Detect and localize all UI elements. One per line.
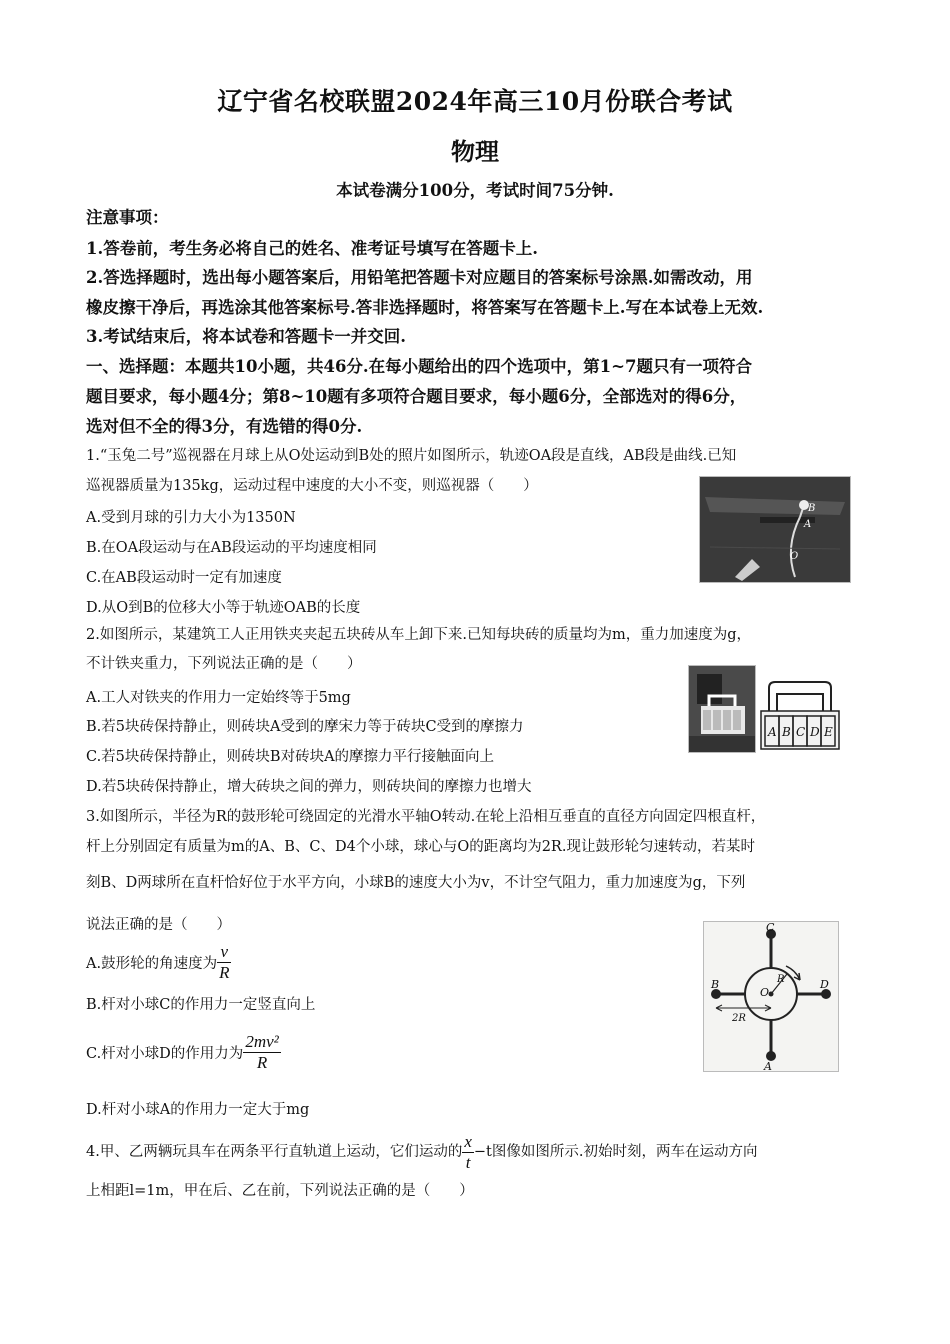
q4-stem-prefix: 4.甲、乙两辆玩具车在两条平行直轨道上运动，它们运动的 xyxy=(86,1144,463,1160)
q2-option-b: B.若5块砖保持静止，则砖块A受到的摩宋力等于砖块C受到的摩擦力 xyxy=(86,719,524,735)
q2-stem-line-1: 2.如图所示，某建筑工人正用铁夹夹起五块砖从车上卸下来.已知每块砖的质量均为m，重力加速度为g， xyxy=(86,627,751,643)
q4-fraction xyxy=(462,1132,474,1173)
q1-label-a: A xyxy=(804,519,812,530)
q3-label-r: R xyxy=(777,974,785,985)
q3-option-c-fraction xyxy=(243,1032,280,1073)
q1-option-b: B.在OA段运动与在AB段运动的平均速度相同 xyxy=(86,540,377,556)
q3-label-d: D xyxy=(820,978,829,991)
q3-stem-line-1: 3.如图所示，半径为R的鼓形轮可绕固定的光滑水平轴O转动.在轮上沿相互垂直的直径方向固定四根直杆， xyxy=(86,809,766,825)
q2-stem-line-2: 不计铁夹重力，下列说法正确的是（ ） xyxy=(86,656,362,672)
q1-stem-line-2: 巡视器质量为135kg，运动过程中速度的大小不变，则巡视器（ ） xyxy=(86,478,538,494)
notice-item-3: 3.考试结束后，将本试卷和答题卡一并交回. xyxy=(86,327,406,346)
q2-option-c: C.若5块砖保持静止，则砖块B对砖块A的摩擦力平行接触面向上 xyxy=(86,749,495,765)
q4-frac-num: x xyxy=(464,1131,472,1151)
q3-option-b: B.杆对小球C的作用力一定竖直向上 xyxy=(86,997,316,1013)
notice-heading: 注意事项： xyxy=(86,208,169,227)
q3-option-c xyxy=(86,1032,281,1073)
section-line-2: 题目要求，每小题4分；第8~10题有多项符合题目要求，每小题6分，全部选对的得6分， xyxy=(86,387,747,406)
subject-title: 物理 xyxy=(451,137,499,166)
q1-option-d: D.从O到B的位移大小等于轨迹OAB的长度 xyxy=(86,600,361,616)
q3-stem-line-2: 杆上分别固定有质量为m的A、B、C、D4个小球，球心与O的距离均为2R.现让鼓形轮匀速转动，若某时 xyxy=(86,839,755,855)
brick-label-e: E xyxy=(824,725,833,739)
q3-option-a-num: v xyxy=(217,942,231,963)
q1-rover-photo xyxy=(699,476,851,583)
q2-option-a: A.工人对铁夹的作用力一定始终等于5mg xyxy=(86,690,351,706)
q1-option-a: A.受到月球的引力大小为1350N xyxy=(86,510,296,526)
brick-label-d: D xyxy=(810,725,820,739)
q3-label-2r: 2R xyxy=(732,1013,746,1024)
q3-stem-line-4: 说法正确的是（ ） xyxy=(86,917,231,933)
q1-label-b: B xyxy=(808,503,816,514)
brick-label-b: B xyxy=(782,725,791,739)
q4-stem-line-2: 上相距l=1m，甲在后、乙在前，下列说法正确的是（ ） xyxy=(86,1183,474,1199)
q3-option-a-den: R xyxy=(219,963,230,982)
q3-label-o: O xyxy=(760,986,770,999)
q2-brick-diagram xyxy=(757,676,843,752)
q4-frac-den: t xyxy=(465,1152,471,1172)
section-line-1: 一、选择题：本题共10小题，共46分.在每小题给出的四个选项中，第1~7题只有一项符合 xyxy=(86,357,752,376)
q3-option-a-fraction xyxy=(217,942,231,983)
q2-worker-photo xyxy=(688,665,756,753)
q1-option-c: C.在AB段运动时一定有加速度 xyxy=(86,570,282,586)
q1-stem-line-1: 1.“玉兔二号”巡视器在月球上从O处运动到B处的照片如图所示，轨迹OA段是直线，AB段是曲线.已知 xyxy=(86,448,737,464)
q2-option-d: D.若5块砖保持静止，增大砖块之间的弹力，则砖块间的摩擦力也增大 xyxy=(86,779,532,795)
notice-item-2-cont: 橡皮擦干净后，再选涂其他答案标号.答非选择题时，将答案写在答题卡上.写在本试卷上无效. xyxy=(86,298,764,317)
section-line-3: 选对但不全的得3分，有选错的得0分. xyxy=(86,417,363,436)
exam-info: 本试卷满分100分，考试时间75分钟. xyxy=(336,181,614,200)
brick-label-a: A xyxy=(768,725,777,739)
q3-option-c-den: R xyxy=(256,1053,268,1072)
q1-label-o: O xyxy=(790,551,799,562)
q3-label-a: A xyxy=(764,1060,772,1072)
q3-option-a xyxy=(86,942,231,983)
q3-drum-wheel-diagram xyxy=(703,921,839,1072)
q3-option-c-text: C.杆对小球D的作用力为 xyxy=(86,1046,244,1062)
q4-stem-line-1 xyxy=(86,1130,871,1174)
exam-title: 辽宁省名校联盟2024年高三10月份联合考试 xyxy=(217,87,733,116)
q3-stem-line-3: 刻B、D两球所在直杆恰好位于水平方向，小球B的速度大小为v，不计空气阻力，重力加速度为g，下列 xyxy=(86,875,746,891)
q3-option-c-num: 2mv² xyxy=(245,1032,279,1051)
q3-option-d: D.杆对小球A的作用力一定大于mg xyxy=(86,1102,310,1118)
notice-item-2: 2.答选择题时，选出每小题答案后，用铅笔把答题卡对应题目的答案标号涂黑.如需改动，用 xyxy=(86,268,753,287)
q3-option-a-text: A.鼓形轮的角速度为 xyxy=(86,956,218,972)
q3-label-b: B xyxy=(711,978,720,991)
brick-label-c: C xyxy=(796,725,806,739)
q4-stem-suffix: −t图像如图所示.初始时刻，两车在运动方向 xyxy=(473,1144,758,1160)
notice-item-1: 1.答卷前，考生务必将自己的姓名、准考证号填写在答题卡上. xyxy=(86,239,538,258)
q3-label-c: C xyxy=(766,921,775,934)
